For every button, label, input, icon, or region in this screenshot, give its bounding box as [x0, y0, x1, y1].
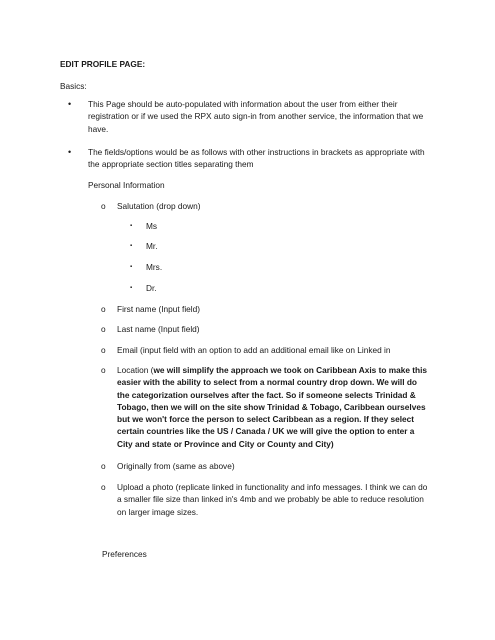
square-bullet-icon: ▪	[130, 285, 133, 291]
salutation-text: Salutation (drop down)	[117, 201, 201, 211]
originally-from-item: o Originally from (same as above)	[101, 461, 235, 471]
bullet-icon: •	[68, 147, 72, 157]
bullet-text: This Page should be auto-populated with information about the user from either their registration or if we used the RPX auto sign-in from another service, the information that we have.	[88, 99, 424, 134]
square-bullet-icon: ▪	[130, 264, 133, 270]
last-name-item: o Last name (Input field)	[101, 324, 200, 334]
salutation-item	[101, 200, 431, 212]
square-bullet-icon: ▪	[130, 223, 133, 229]
circle-bullet-icon: o	[101, 461, 106, 471]
email-item: o Email (input field with an option to add an additional email like on Linked in	[101, 345, 391, 355]
personal-information-label: Personal Information	[88, 180, 165, 190]
upload-photo-item: o Upload a photo (replicate linked in functionality and info messages. I think we can do a smaller file size than linked in's 4mb and we probably be able to reduce resolution on larger image sizes.	[101, 482, 428, 517]
salutation-option-dr: ▪ Dr.	[130, 283, 157, 293]
preferences-label: Preferences	[102, 549, 147, 559]
circle-bullet-icon: o	[101, 324, 106, 334]
page-heading: EDIT PROFILE PAGE:	[60, 59, 146, 69]
circle-bullet-icon: o	[101, 482, 106, 492]
circle-bullet-icon: o	[101, 365, 106, 375]
circle-bullet-icon: o	[101, 201, 106, 211]
basics-label: Basics:	[60, 81, 87, 91]
salutation-option-mrs: ▪ Mrs.	[130, 262, 163, 272]
location-bold-text: we will simplify the approach we took on Caribbean Axis to make this easier with the ability to select from a normal country drop down. We will do the categorization ourselves after the fact. So if someone selects Trinidad & Tobago, then we will on the site show Trinidad & Tobago, Caribbean ourselves but we won't force the person to select Caribbean as a region. If they select certain countries like the US / Canada / UK we will give the option to enter a City and state or Province and City or County and City)	[117, 365, 427, 449]
first-name-item: o First name (Input field)	[101, 304, 200, 314]
location-text: Location (we will simplify the approach we took on Caribbean Axis to make this easier with the ability to select from a normal country drop down. We will do the categorization ourselves after the fact. So if someone selects Trinidad & Tobago, then we will on the site show Trinidad & Tobago, Caribbean ourselves but we won't force the person to select Caribbean as a region. If they select certain countries like the US / Canada / UK we will give the option to enter a City and state or Province and City or County and City)	[117, 365, 427, 449]
bullet-icon: •	[68, 99, 72, 109]
bullet-item-autopopulate	[68, 98, 438, 135]
bullet-item-fields	[68, 146, 438, 171]
salutation-option-ms: ▪ Ms	[130, 221, 158, 231]
circle-bullet-icon: o	[101, 304, 106, 314]
square-bullet-icon: ▪	[130, 243, 133, 249]
bullet-text: The fields/options would be as follows with other instructions in brackets as appropriate with the appropriate section titles separating them	[88, 147, 425, 170]
circle-bullet-icon: o	[101, 345, 106, 355]
location-item	[101, 364, 431, 450]
salutation-option-mr: ▪ Mr.	[130, 241, 158, 251]
